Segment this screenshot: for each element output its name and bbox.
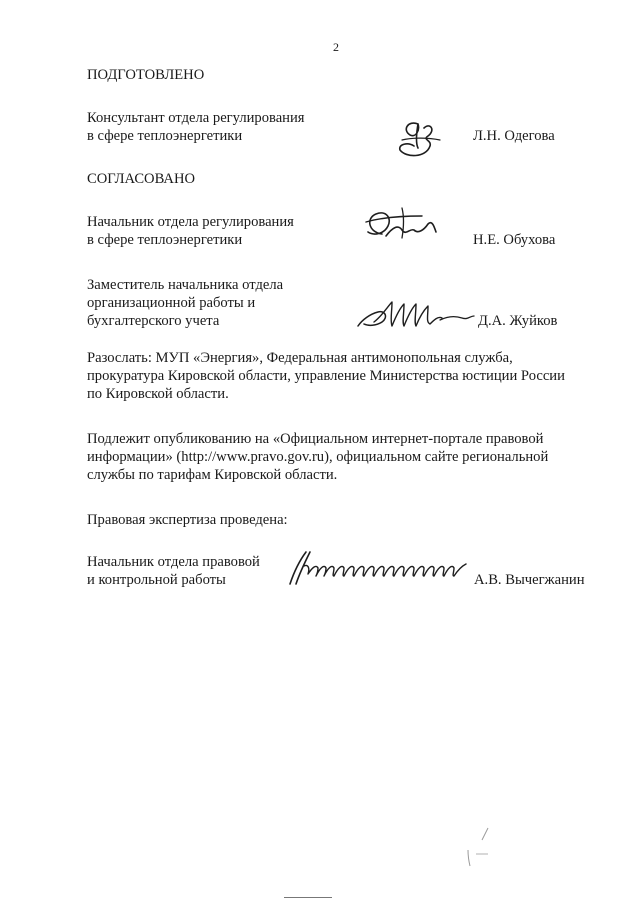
publication-line1: Подлежит опубликованию на «Официальном интернет-портале правовой — [87, 431, 544, 447]
publication-line2: информации» (http://www.pravo.gov.ru), официальном сайте региональной — [87, 449, 549, 465]
zhuikov-signature — [352, 296, 480, 334]
legal-review-name: А.В. Вычегжанин — [474, 572, 585, 588]
odegova-signature — [388, 110, 444, 162]
approver2-position-line2: организационной работы и — [87, 295, 256, 311]
obukhova-signature — [362, 204, 440, 248]
legal-review-statement: Правовая экспертиза проведена: — [87, 512, 288, 528]
prepared-position-line2: в сфере теплоэнергетики — [87, 128, 243, 144]
vychegzhanin-signature — [282, 546, 470, 588]
approver2-name: Д.А. Жуйков — [478, 313, 558, 329]
bottom-rule — [284, 897, 332, 898]
distribution-line1: Разослать: МУП «Энергия», Федеральная антимонопольная служба, — [87, 350, 513, 366]
prepared-position-line1: Консультант отдела регулирования — [87, 110, 305, 126]
approver1-position-line1: Начальник отдела регулирования — [87, 214, 294, 230]
legal-review-position-line2: и контрольной работы — [87, 572, 226, 588]
legal-review-position-line1: Начальник отдела правовой — [87, 554, 260, 570]
distribution-line3: по Кировской области. — [87, 386, 229, 402]
publication-line3: службы по тарифам Кировской области. — [87, 467, 338, 483]
approver2-position-line3: бухгалтерского учета — [87, 313, 220, 329]
approver1-name: Н.Е. Обухова — [473, 232, 556, 248]
approver2-position-line1: Заместитель начальника отдела — [87, 277, 284, 293]
distribution-line2: прокуратура Кировской области, управление Министерства юстиции России — [87, 368, 565, 384]
approver1-position-line2: в сфере теплоэнергетики — [87, 232, 243, 248]
agreed-heading: СОГЛАСОВАНО — [87, 171, 196, 187]
page-number: 2 — [333, 40, 339, 54]
margin-mark — [462, 824, 502, 868]
prepared-heading: ПОДГОТОВЛЕНО — [87, 67, 205, 83]
prepared-name: Л.Н. Одегова — [473, 128, 555, 144]
